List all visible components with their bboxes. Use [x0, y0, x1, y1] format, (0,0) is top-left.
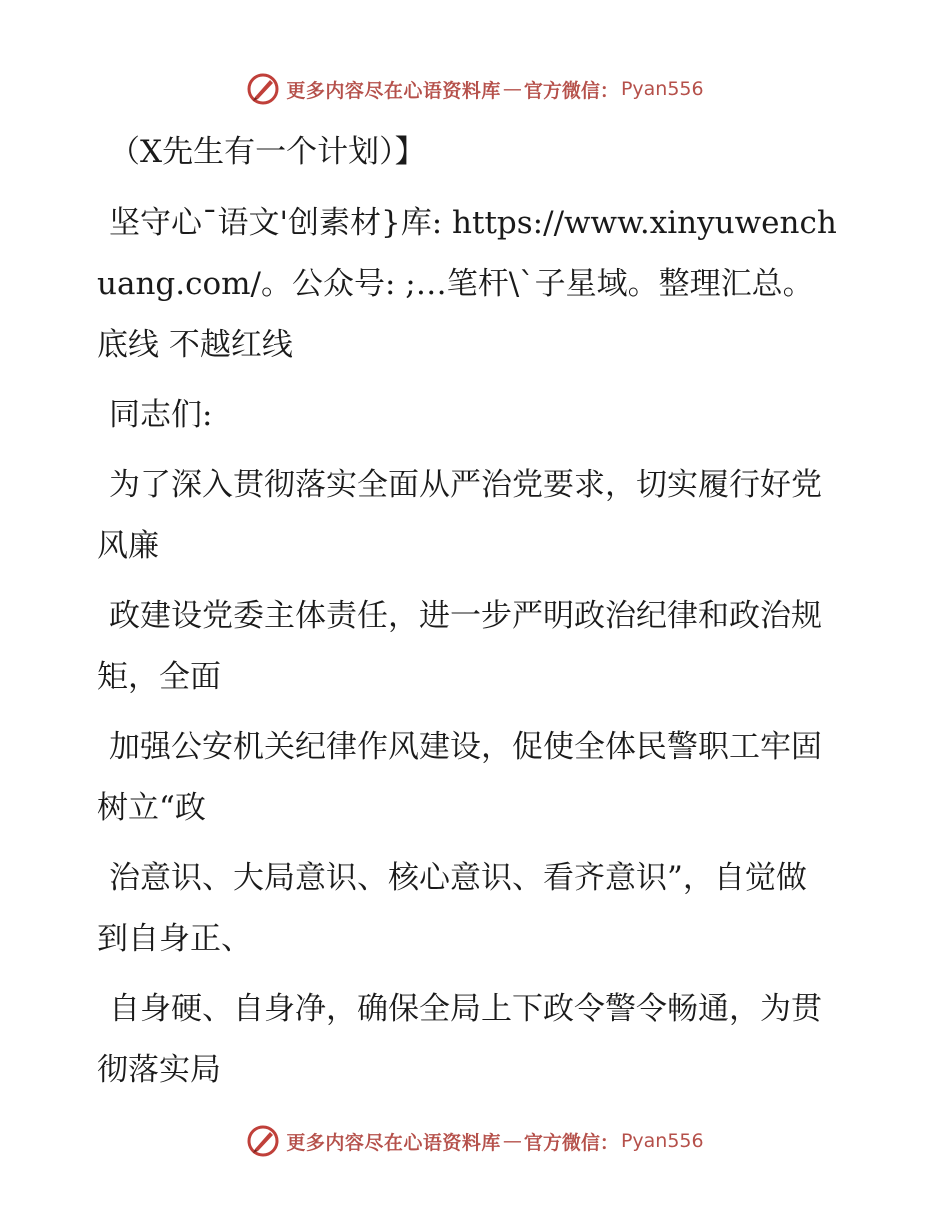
- salutation: 同志们:: [109, 397, 213, 433]
- paragraph-1: 为了深入贯彻落实全面从严治党要求，切实履行好党风廉: [97, 467, 822, 564]
- watermark-dash: —: [502, 1130, 522, 1152]
- document-body: [97, 122, 837, 1110]
- watermark-title: 更多内容尽在心语资料库: [286, 1131, 501, 1154]
- source-line: 坚守心¯语文'创素材}库: https://www.xinyuwenchuang.com/。公众号: ;…笔杆\`子星域。整理汇总。底线 不越红线: [97, 205, 837, 363]
- watermark-dash: —: [502, 78, 522, 100]
- paragraph-4: 治意识、大局意识、核心意识、看齐意识”，自觉做到自身正、: [97, 860, 807, 957]
- watermark-wechat-label: 官方微信：: [523, 1131, 619, 1154]
- pen-logo-icon: [246, 1124, 280, 1158]
- footer-watermark: [0, 1124, 950, 1158]
- watermark-title: 更多内容尽在心语资料库: [286, 79, 501, 102]
- watermark-wechat-id: Pyan556: [620, 1130, 704, 1152]
- document-heading: （X先生有一个计划）】: [109, 134, 426, 170]
- pen-logo-icon: [246, 72, 280, 106]
- paragraph-2: 政建设党委主体责任，进一步严明政治纪律和政治规矩，全面: [97, 598, 822, 695]
- watermark-wechat-id: Pyan556: [620, 78, 704, 100]
- paragraph-3: 加强公安机关纪律作风建设，促使全体民警职工牢固树立“政: [97, 729, 822, 826]
- watermark-wechat-label: 官方微信：: [523, 79, 619, 102]
- paragraph-5: 自身硬、自身净，确保全局上下政令警令畅通，为贯彻落实局: [97, 991, 822, 1088]
- header-watermark: [0, 72, 950, 106]
